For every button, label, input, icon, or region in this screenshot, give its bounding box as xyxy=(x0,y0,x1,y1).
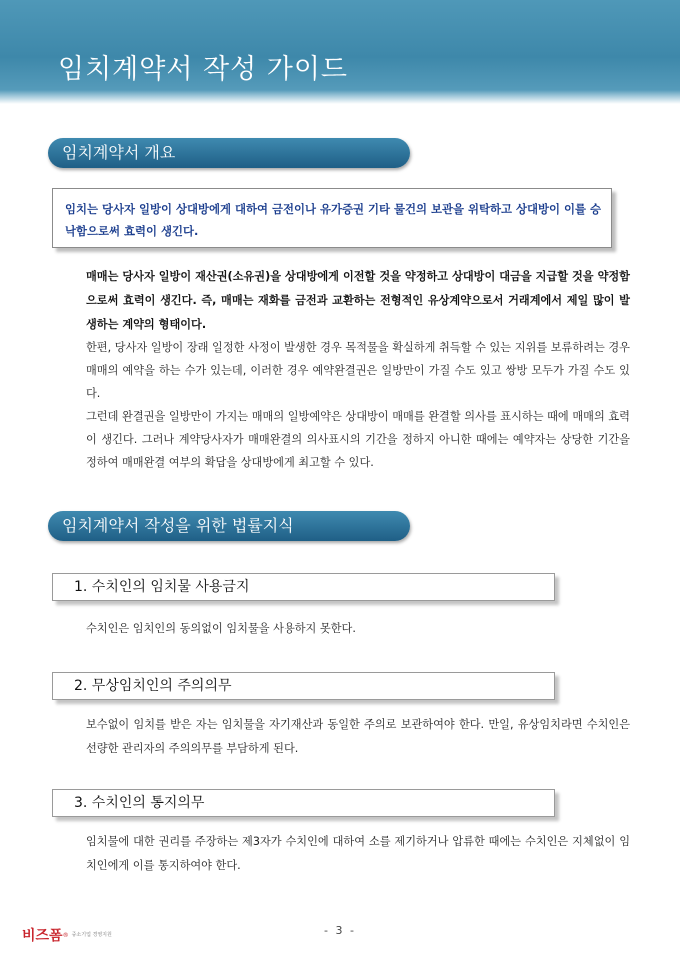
page-number: - 3 - xyxy=(324,924,356,937)
paragraph-completion-right: 그런데 완결권을 일방만이 가지는 매매의 일방예약은 상대방이 매매를 완결할 의사를 표시하는 때에 매매의 효력이 생긴다. 그러나 계약당사자가 매매완결의 의사표시의 기간을 정하지 아니한 때에는 예약자는 상당한 기간을 정하여 매매완결 여부의 확답을 상대방에게 최고할 수 있다. xyxy=(86,410,630,470)
subtext-use-prohibition: 수치인은 임치인의 동의없이 임치물을 사용하지 못한다. xyxy=(86,622,356,635)
page-title: 임치계약서 작성 가이드 xyxy=(58,54,348,85)
subheading-care-duty: 2. 무상임치인의 주의의무 xyxy=(52,672,555,700)
logo-tagline: 중소기업 경영지원 xyxy=(71,932,112,938)
section-heading-legal-knowledge: 임치계약서 작성을 위한 법률지식 xyxy=(48,511,410,541)
header-banner xyxy=(0,0,680,104)
subheading-notice-duty: 3. 수치인의 통지의무 xyxy=(52,789,555,817)
subheading-use-prohibition: 1. 수치인의 임치물 사용금지 xyxy=(52,573,555,601)
subtext-care-duty: 보수없이 임치를 받은 자는 임치물을 자기재산과 동일한 주의로 보관하여야 한다. 만일, 유상임치라면 수치인은 선량한 관리자의 주의의무를 부담하게 된다. xyxy=(86,718,631,755)
subtext-notice-duty: 임치물에 대한 권리를 주장하는 제3자가 수치인에 대하여 소를 제기하거나 압류한 때에는 수치인은 지체없이 임치인에게 이를 통지하여야 한다. xyxy=(86,835,630,872)
definition-box: 임치는 당사자 일방이 상대방에게 대하여 금전이나 유가증권 기타 물건의 보관을 위탁하고 상대방이 이를 승낙함으로써 효력이 생긴다. xyxy=(52,188,612,248)
logo-registered-mark: ® xyxy=(62,931,69,939)
paragraph-reservation: 한편, 당사자 일방이 장래 일정한 사정이 발생한 경우 목적물을 확실하게 취득할 수 있는 지위를 보류하려는 경우 매매의 예약을 하는 수가 있는데, 이러한 경우 예약완결권은 일방만이 가질 수도 있고 쌍방 모두가 가질 수도 있다. xyxy=(86,341,630,401)
paragraph-sale-definition: 매매는 당사자 일방이 재산권(소유권)을 상대방에게 이전할 것을 약정하고 상대방이 대금을 지급할 것을 약정함으로써 효력이 생긴다. 즉, 매매는 재화를 금전과 교환하는 전형적인 유상계약으로서 거래계에서 제일 많이 발생하는 계약의 형태이다. xyxy=(86,270,630,332)
logo-text: 비즈폼 xyxy=(22,928,63,944)
section-heading-overview: 임치계약서 개요 xyxy=(48,138,410,168)
bizform-logo xyxy=(22,925,114,945)
